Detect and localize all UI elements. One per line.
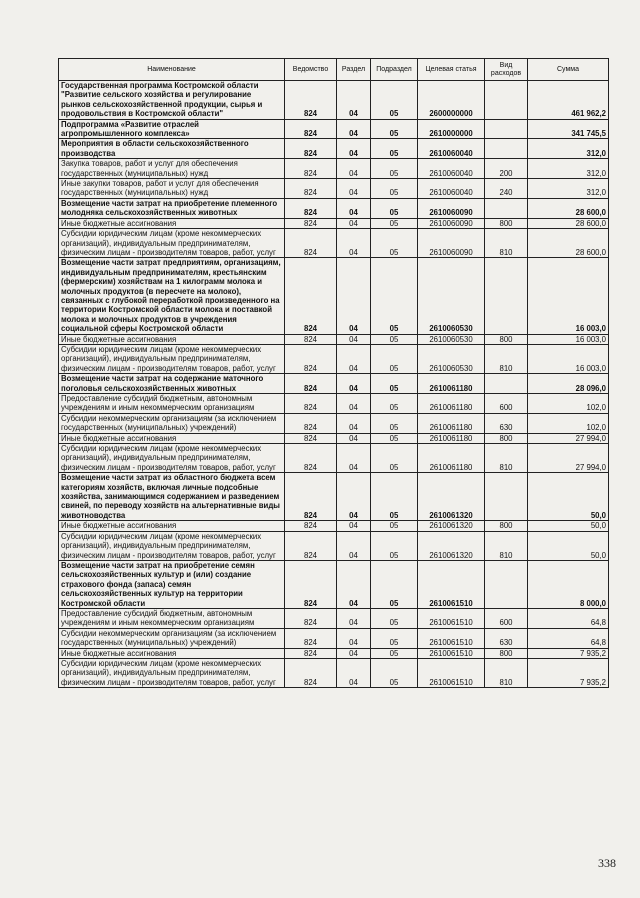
row-razdel: 04 <box>337 258 371 334</box>
row-expense-type <box>485 198 528 218</box>
row-amount: 28 096,0 <box>528 374 609 394</box>
row-razdel: 04 <box>337 413 371 433</box>
row-podrazdel: 05 <box>371 258 418 334</box>
table-row <box>59 413 609 433</box>
row-vedomstvo: 824 <box>285 413 337 433</box>
row-name: Субсидии юридическим лицам (кроме некоммерческих организаций), индивидуальным предпринимателям, физическим лицам - производителям товаров, работ, услуг <box>59 229 285 258</box>
row-target-article: 2610061320 <box>418 473 485 521</box>
row-razdel: 04 <box>337 394 371 414</box>
row-name: Субсидии некоммерческим организациям (за исключением государственных (муниципальных) учреждений) <box>59 413 285 433</box>
row-razdel: 04 <box>337 628 371 648</box>
row-name: Субсидии юридическим лицам (кроме некоммерческих организаций), индивидуальным предпринимателям, физическим лицам - производителям товаров, работ, услуг <box>59 344 285 373</box>
row-amount: 8 000,0 <box>528 560 609 608</box>
table-row <box>59 179 609 199</box>
table-row <box>59 229 609 258</box>
row-amount: 312,0 <box>528 139 609 159</box>
header-vedomstvo: Ведомство <box>285 59 337 81</box>
row-podrazdel: 05 <box>371 560 418 608</box>
row-razdel: 04 <box>337 139 371 159</box>
row-amount: 16 003,0 <box>528 258 609 334</box>
row-amount: 7 935,2 <box>528 658 609 687</box>
row-amount: 28 600,0 <box>528 218 609 228</box>
row-target-article: 2610061320 <box>418 521 485 531</box>
row-vedomstvo: 824 <box>285 229 337 258</box>
row-name: Иные бюджетные ассигнования <box>59 218 285 228</box>
row-expense-type: 800 <box>485 218 528 228</box>
row-podrazdel: 05 <box>371 81 418 120</box>
row-vedomstvo: 824 <box>285 139 337 159</box>
row-target-article: 2610061320 <box>418 531 485 560</box>
row-amount: 102,0 <box>528 413 609 433</box>
row-name: Подпрограмма «Развитие отраслей агропромышленного комплекса» <box>59 119 285 139</box>
table-row <box>59 394 609 414</box>
header-target-article: Целевая статья <box>418 59 485 81</box>
table-row <box>59 344 609 373</box>
table-row <box>59 119 609 139</box>
row-podrazdel: 05 <box>371 413 418 433</box>
table-row <box>59 628 609 648</box>
row-name: Мероприятия в области сельскохозяйственного производства <box>59 139 285 159</box>
row-razdel: 04 <box>337 444 371 473</box>
table-body <box>59 81 609 688</box>
row-expense-type: 800 <box>485 648 528 658</box>
row-amount: 312,0 <box>528 159 609 179</box>
row-vedomstvo: 824 <box>285 218 337 228</box>
row-expense-type: 800 <box>485 334 528 344</box>
row-razdel: 04 <box>337 608 371 628</box>
row-target-article: 2610061510 <box>418 560 485 608</box>
row-target-article: 2600000000 <box>418 81 485 120</box>
row-razdel: 04 <box>337 229 371 258</box>
header-razdel: Раздел <box>337 59 371 81</box>
row-amount: 50,0 <box>528 531 609 560</box>
row-vedomstvo: 824 <box>285 608 337 628</box>
table-row <box>59 560 609 608</box>
table-header-row <box>59 59 609 81</box>
row-amount: 64,8 <box>528 608 609 628</box>
row-name: Иные бюджетные ассигнования <box>59 648 285 658</box>
table-row <box>59 521 609 531</box>
row-vedomstvo: 824 <box>285 521 337 531</box>
row-expense-type: 810 <box>485 531 528 560</box>
page-number: 338 <box>598 856 616 870</box>
row-expense-type: 810 <box>485 444 528 473</box>
row-expense-type <box>485 374 528 394</box>
row-name: Возмещение части затрат на приобретение семян сельскохозяйственных культур и (или) создание страхового фонда (запаса) семян сельскохозяйственных культур на территории Костромской области <box>59 560 285 608</box>
row-podrazdel: 05 <box>371 198 418 218</box>
row-vedomstvo: 824 <box>285 658 337 687</box>
row-razdel: 04 <box>337 560 371 608</box>
row-target-article: 2610061510 <box>418 628 485 648</box>
row-amount: 7 935,2 <box>528 648 609 658</box>
row-podrazdel: 05 <box>371 658 418 687</box>
table-row <box>59 444 609 473</box>
row-name: Возмещение части затрат на содержание маточного поголовья сельскохозяйственных животных <box>59 374 285 394</box>
row-target-article: 2610061180 <box>418 444 485 473</box>
row-target-article: 2610000000 <box>418 119 485 139</box>
row-vedomstvo: 824 <box>285 198 337 218</box>
row-razdel: 04 <box>337 159 371 179</box>
row-target-article: 2610060530 <box>418 258 485 334</box>
row-vedomstvo: 824 <box>285 374 337 394</box>
row-razdel: 04 <box>337 531 371 560</box>
row-podrazdel: 05 <box>371 608 418 628</box>
row-amount: 27 994,0 <box>528 433 609 443</box>
row-amount: 16 003,0 <box>528 334 609 344</box>
row-name: Предоставление субсидий бюджетным, автономным учреждениям и иным некоммерческим организациям <box>59 608 285 628</box>
row-name: Иные бюджетные ассигнования <box>59 521 285 531</box>
row-name: Иные бюджетные ассигнования <box>59 433 285 443</box>
row-podrazdel: 05 <box>371 218 418 228</box>
row-vedomstvo: 824 <box>285 433 337 443</box>
row-target-article: 2610061510 <box>418 658 485 687</box>
row-target-article: 2610061510 <box>418 608 485 628</box>
row-vedomstvo: 824 <box>285 648 337 658</box>
row-name: Возмещение части затрат на приобретение племенного молодняка сельскохозяйственных животных <box>59 198 285 218</box>
row-target-article: 2610061180 <box>418 413 485 433</box>
row-expense-type: 810 <box>485 229 528 258</box>
row-target-article: 2610060090 <box>418 198 485 218</box>
row-razdel: 04 <box>337 334 371 344</box>
row-podrazdel: 05 <box>371 473 418 521</box>
row-expense-type <box>485 139 528 159</box>
row-podrazdel: 05 <box>371 374 418 394</box>
row-podrazdel: 05 <box>371 394 418 414</box>
header-name: Наименование <box>59 59 285 81</box>
row-name: Государственная программа Костромской области "Развитие сельского хозяйства и регулирование рынков сельскохозяйственной продукции, сырья и продовольствия в Костромской области" <box>59 81 285 120</box>
row-amount: 461 962,2 <box>528 81 609 120</box>
row-vedomstvo: 824 <box>285 394 337 414</box>
row-podrazdel: 05 <box>371 521 418 531</box>
table-row <box>59 334 609 344</box>
row-amount: 16 003,0 <box>528 344 609 373</box>
row-name: Иные закупки товаров, работ и услуг для обеспечения государственных (муниципальных) нужд <box>59 179 285 199</box>
row-podrazdel: 05 <box>371 344 418 373</box>
budget-table <box>58 58 609 688</box>
table-row <box>59 218 609 228</box>
row-expense-type: 800 <box>485 521 528 531</box>
row-name: Возмещение части затрат из областного бюджета всем категориям хозяйств, включая личные подсобные хозяйства, занимающимся содержанием и разведением свиней, по переводу хозяйств на альтернативные виды животноводства <box>59 473 285 521</box>
row-expense-type: 630 <box>485 628 528 648</box>
row-target-article: 2610060090 <box>418 229 485 258</box>
row-amount: 28 600,0 <box>528 229 609 258</box>
row-target-article: 2610060530 <box>418 344 485 373</box>
row-vedomstvo: 824 <box>285 531 337 560</box>
row-name: Закупка товаров, работ и услуг для обеспечения государственных (муниципальных) нужд <box>59 159 285 179</box>
row-razdel: 04 <box>337 218 371 228</box>
row-expense-type: 600 <box>485 394 528 414</box>
table-row <box>59 159 609 179</box>
row-expense-type <box>485 473 528 521</box>
row-target-article: 2610060530 <box>418 334 485 344</box>
row-name: Возмещение части затрат предприятиям, организациям, индивидуальным предпринимателям, крестьянским (фермерским) хозяйствам на 1 килограмм молока и молочных продуктов (в пересчете на молоко), связанных с глубокой переработкой произведенного на территории Костромской области молока и поставкой молока и молочных продуктов в учреждения социальной сферы Костромской области <box>59 258 285 334</box>
row-razdel: 04 <box>337 344 371 373</box>
row-podrazdel: 05 <box>371 433 418 443</box>
row-name: Субсидии юридическим лицам (кроме некоммерческих организаций), индивидуальным предпринимателям, физическим лицам - производителям товаров, работ, услуг <box>59 658 285 687</box>
row-expense-type: 630 <box>485 413 528 433</box>
row-razdel: 04 <box>337 658 371 687</box>
table-row <box>59 374 609 394</box>
header-podrazdel: Подраздел <box>371 59 418 81</box>
row-podrazdel: 05 <box>371 334 418 344</box>
row-expense-type: 200 <box>485 159 528 179</box>
row-vedomstvo: 824 <box>285 179 337 199</box>
header-expense-type: Вид расходов <box>485 59 528 81</box>
row-podrazdel: 05 <box>371 139 418 159</box>
row-expense-type <box>485 119 528 139</box>
row-razdel: 04 <box>337 374 371 394</box>
row-amount: 102,0 <box>528 394 609 414</box>
row-vedomstvo: 824 <box>285 628 337 648</box>
row-vedomstvo: 824 <box>285 560 337 608</box>
row-expense-type: 810 <box>485 658 528 687</box>
header-amount: Сумма <box>528 59 609 81</box>
table-row <box>59 658 609 687</box>
row-podrazdel: 05 <box>371 444 418 473</box>
table-row <box>59 139 609 159</box>
row-amount: 50,0 <box>528 473 609 521</box>
row-razdel: 04 <box>337 81 371 120</box>
row-name: Иные бюджетные ассигнования <box>59 334 285 344</box>
row-amount: 50,0 <box>528 521 609 531</box>
row-vedomstvo: 824 <box>285 473 337 521</box>
row-expense-type <box>485 560 528 608</box>
row-target-article: 2610060090 <box>418 218 485 228</box>
table-row <box>59 648 609 658</box>
row-vedomstvo: 824 <box>285 81 337 120</box>
row-name: Субсидии некоммерческим организациям (за исключением государственных (муниципальных) учреждений) <box>59 628 285 648</box>
row-razdel: 04 <box>337 119 371 139</box>
row-name: Предоставление субсидий бюджетным, автономным учреждениям и иным некоммерческим организациям <box>59 394 285 414</box>
row-razdel: 04 <box>337 648 371 658</box>
row-target-article: 2610060040 <box>418 139 485 159</box>
row-amount: 312,0 <box>528 179 609 199</box>
row-expense-type: 600 <box>485 608 528 628</box>
row-vedomstvo: 824 <box>285 344 337 373</box>
row-target-article: 2610060040 <box>418 159 485 179</box>
row-vedomstvo: 824 <box>285 119 337 139</box>
row-razdel: 04 <box>337 198 371 218</box>
row-expense-type <box>485 258 528 334</box>
row-target-article: 2610060040 <box>418 179 485 199</box>
row-razdel: 04 <box>337 433 371 443</box>
row-expense-type: 240 <box>485 179 528 199</box>
row-name: Субсидии юридическим лицам (кроме некоммерческих организаций), индивидуальным предпринимателям, физическим лицам - производителям товаров, работ, услуг <box>59 531 285 560</box>
row-podrazdel: 05 <box>371 648 418 658</box>
table-row <box>59 81 609 120</box>
row-podrazdel: 05 <box>371 159 418 179</box>
table-row <box>59 198 609 218</box>
table-row <box>59 258 609 334</box>
budget-table-container <box>58 58 608 688</box>
row-podrazdel: 05 <box>371 229 418 258</box>
row-razdel: 04 <box>337 179 371 199</box>
row-vedomstvo: 824 <box>285 444 337 473</box>
table-row <box>59 473 609 521</box>
row-podrazdel: 05 <box>371 628 418 648</box>
row-podrazdel: 05 <box>371 531 418 560</box>
row-razdel: 04 <box>337 473 371 521</box>
row-amount: 27 994,0 <box>528 444 609 473</box>
row-target-article: 2610061180 <box>418 394 485 414</box>
row-vedomstvo: 824 <box>285 159 337 179</box>
row-target-article: 2610061180 <box>418 374 485 394</box>
row-amount: 64,8 <box>528 628 609 648</box>
row-amount: 341 745,5 <box>528 119 609 139</box>
row-expense-type: 810 <box>485 344 528 373</box>
table-row <box>59 531 609 560</box>
row-podrazdel: 05 <box>371 119 418 139</box>
table-row <box>59 608 609 628</box>
row-target-article: 2610061180 <box>418 433 485 443</box>
row-expense-type: 800 <box>485 433 528 443</box>
table-row <box>59 433 609 443</box>
row-amount: 28 600,0 <box>528 198 609 218</box>
row-name: Субсидии юридическим лицам (кроме некоммерческих организаций), индивидуальным предпринимателям, физическим лицам - производителям товаров, работ, услуг <box>59 444 285 473</box>
row-vedomstvo: 824 <box>285 258 337 334</box>
row-target-article: 2610061510 <box>418 648 485 658</box>
row-vedomstvo: 824 <box>285 334 337 344</box>
row-expense-type <box>485 81 528 120</box>
row-razdel: 04 <box>337 521 371 531</box>
row-podrazdel: 05 <box>371 179 418 199</box>
